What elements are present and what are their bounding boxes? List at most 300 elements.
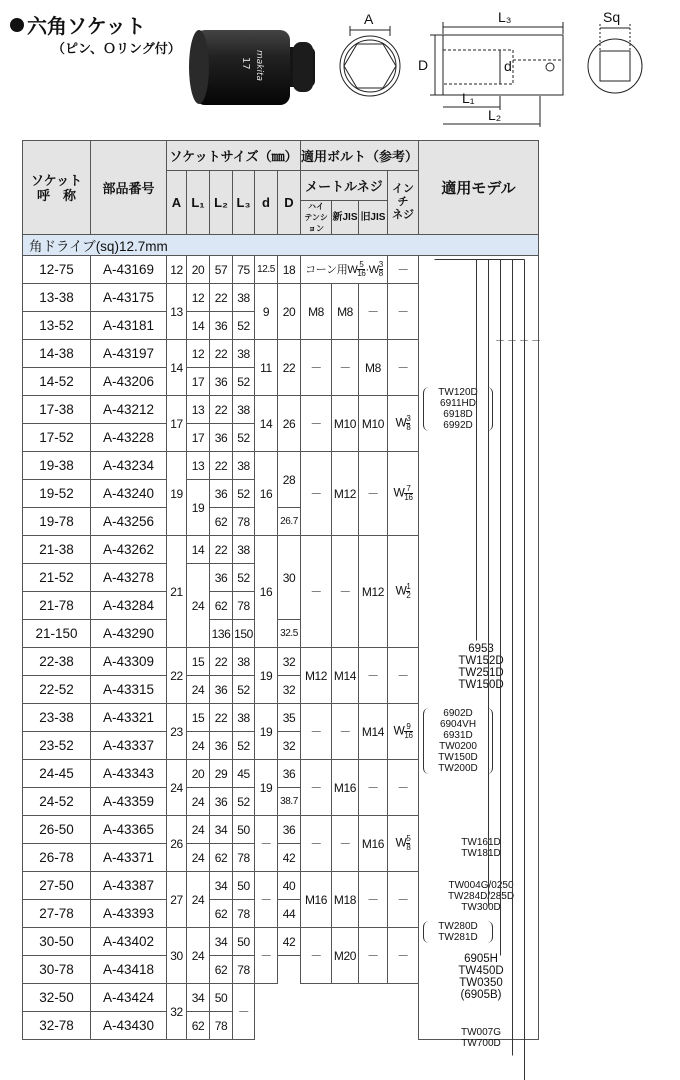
size-d-cell: 19 — [255, 760, 278, 816]
size-l1-cell: 24 — [187, 816, 210, 844]
size-a-cell: 14 — [167, 340, 187, 396]
size-l2-cell: 36 — [210, 676, 233, 704]
model-name: 6992D — [443, 420, 473, 431]
socket-name-cell: 12-75 — [23, 256, 91, 284]
part-number-cell: A-43309 — [91, 648, 167, 676]
col-group-size: ソケットサイズ（㎜） — [167, 141, 301, 171]
socket-name-cell: 26-78 — [23, 844, 91, 872]
col-header-l3: L₃ — [233, 171, 255, 235]
header — [0, 0, 680, 135]
bolt-inch-cell: W $\frac{9}{16}$ — [387, 704, 418, 760]
model-name: TW152D — [458, 655, 504, 667]
size-d-cell: 26 — [278, 396, 301, 452]
size-l2-cell: 62 — [210, 900, 233, 928]
bolt-oldjis-cell: － — [358, 648, 387, 704]
socket-name-cell: 13-52 — [23, 312, 91, 340]
fraction: $\frac{3}{8}$ — [378, 260, 383, 279]
size-l2-cell: 34 — [187, 984, 210, 1012]
drive-group-label: 角ドライブ(sq)12.7mm — [23, 235, 539, 256]
col-header-a: A — [167, 171, 187, 235]
socket-name-cell: 26-50 — [23, 816, 91, 844]
size-l3-cell: 38 — [233, 452, 255, 480]
size-d-cell: 42 — [278, 928, 301, 956]
size-l1-cell: 24 — [187, 676, 210, 704]
model-group — [421, 880, 541, 913]
col-header-l1: L₁ — [187, 171, 210, 235]
part-number-cell: A-43169 — [91, 256, 167, 284]
fraction: $\frac{5}{8}$ — [406, 834, 411, 852]
bolt-newjis-cell: M10 — [332, 396, 359, 452]
size-d-cell: 18 — [278, 256, 301, 284]
fraction: $\frac{3}{8}$ — [406, 414, 411, 432]
size-l3-cell: 50 — [233, 816, 255, 844]
size-l3-cell: 78 — [233, 956, 255, 984]
bolt-newjis-cell: M12 — [332, 452, 359, 536]
socket-name-cell: 23-38 — [23, 704, 91, 732]
socket-name-cell: 19-78 — [23, 508, 91, 536]
size-d-cell: 22 — [278, 340, 301, 396]
model-name: 6931D — [443, 730, 473, 741]
size-l3-cell: 50 — [210, 984, 233, 1012]
size-l3-cell: 52 — [233, 564, 255, 592]
model-name: TW150D — [458, 679, 504, 691]
bolt-newjis-cell: － — [332, 704, 359, 760]
size-a-cell: 24 — [167, 760, 187, 816]
size-a-cell: 30 — [167, 928, 187, 984]
socket-name-cell: 27-50 — [23, 872, 91, 900]
size-d-cell: － — [255, 872, 278, 928]
dim-label-sq: Sq — [603, 9, 621, 25]
model-name: 6953 — [468, 643, 494, 655]
bolt-cone-cell: コーン用W $\frac{5}{16}$ ·W $\frac{3}{8}$ — [301, 256, 388, 284]
size-d-cell: 19 — [255, 704, 278, 760]
part-number-cell: A-43424 — [91, 984, 167, 1012]
size-a-cell: 27 — [167, 872, 187, 928]
size-a-cell: 12 — [167, 256, 187, 284]
size-d-cell: 9 — [255, 284, 278, 340]
part-number-cell: A-43337 — [91, 732, 167, 760]
model-name: TW450D — [458, 965, 504, 977]
size-l3-cell: 52 — [233, 788, 255, 816]
size-l2-cell: 34 — [210, 872, 233, 900]
bolt-oldjis-cell: － — [358, 928, 387, 984]
socket-name-cell: 27-78 — [23, 900, 91, 928]
part-number-cell: A-43234 — [91, 452, 167, 480]
part-number-cell: A-43371 — [91, 844, 167, 872]
size-l2-cell: 22 — [210, 284, 233, 312]
size-l1-cell: 20 — [187, 760, 210, 788]
bolt-high-cell: － — [301, 928, 332, 984]
size-a-cell: 23 — [167, 704, 187, 760]
socket-name-cell: 21-78 — [23, 592, 91, 620]
bolt-high-cell: － — [301, 704, 332, 760]
part-number-cell: A-43181 — [91, 312, 167, 340]
part-number-cell: A-43240 — [91, 480, 167, 508]
size-l3-cell: 52 — [233, 424, 255, 452]
part-number-cell: A-43284 — [91, 592, 167, 620]
bolt-oldjis-cell: － — [358, 872, 387, 928]
page-subtitle: （ピン、Ｏリング付） — [52, 42, 181, 57]
col-header-part: 部品番号 — [91, 141, 167, 235]
size-d-cell: 42 — [278, 844, 301, 872]
col-header-d: d — [255, 171, 278, 235]
size-l2-cell: 22 — [210, 648, 233, 676]
size-d-cell: 14 — [255, 396, 278, 452]
socket-name-cell: 21-150 — [23, 620, 91, 648]
size-l2-cell: 36 — [210, 368, 233, 396]
size-l1-cell: 13 — [187, 396, 210, 424]
size-l3-cell: 78 — [210, 1012, 233, 1040]
size-l2-cell: 36 — [210, 424, 233, 452]
size-l3-cell: 45 — [233, 760, 255, 788]
size-l2-cell: 36 — [210, 788, 233, 816]
size-d-cell: 19 — [255, 648, 278, 704]
socket-name-cell: 21-52 — [23, 564, 91, 592]
size-l3-cell: 75 — [233, 256, 255, 284]
socket-name-cell: 30-50 — [23, 928, 91, 956]
table-row — [23, 256, 539, 284]
size-l3-cell: 52 — [233, 480, 255, 508]
model-name: TW007G — [461, 1027, 502, 1038]
size-l2-cell: 22 — [210, 452, 233, 480]
size-l3-cell: 150 — [233, 620, 255, 648]
bolt-high-cell: － — [301, 536, 332, 648]
model-group — [423, 708, 493, 774]
model-name: TW0200 — [439, 741, 477, 752]
model-dash: － — [531, 336, 542, 347]
spec-table — [22, 140, 542, 1049]
size-l1-cell: 13 — [187, 452, 210, 480]
size-l2-cell: 62 — [210, 844, 233, 872]
bolt-oldjis-cell: M10 — [358, 396, 387, 452]
model-name: 6911HD — [440, 398, 476, 409]
part-number-cell: A-43197 — [91, 340, 167, 368]
size-d-cell: 26.7 — [278, 508, 301, 536]
size-d-cell: 36 — [278, 760, 301, 788]
socket-name-cell: 24-52 — [23, 788, 91, 816]
size-l3-cell: 38 — [233, 648, 255, 676]
size-l1-cell: 20 — [187, 256, 210, 284]
bolt-high-cell: － — [301, 816, 332, 872]
bolt-newjis-cell: M16 — [332, 760, 359, 816]
bolt-oldjis-cell: － — [358, 284, 387, 340]
size-l3-cell: 38 — [233, 284, 255, 312]
size-d-cell: 11 — [255, 340, 278, 396]
size-l1-cell: 15 — [187, 704, 210, 732]
size-l2-cell: 36 — [210, 564, 233, 592]
model-name: TW181D — [461, 848, 501, 859]
size-l2-cell: 62 — [210, 508, 233, 536]
size-l1-cell: 24 — [187, 564, 210, 648]
dim-label-l1: L₁ — [462, 90, 475, 106]
size-l1-cell: 24 — [187, 928, 210, 984]
bolt-high-cell: － — [301, 760, 332, 816]
model-group — [421, 1027, 541, 1049]
size-l2-cell: 36 — [210, 312, 233, 340]
dim-label-big-d: D — [418, 57, 429, 73]
part-number-cell: A-43315 — [91, 676, 167, 704]
part-number-cell: A-43228 — [91, 424, 167, 452]
size-d-cell: 16 — [255, 452, 278, 536]
size-l3-cell: 52 — [233, 732, 255, 760]
size-a-cell: 13 — [167, 284, 187, 340]
bolt-inch-cell: － — [387, 256, 418, 284]
socket-name-cell: 32-78 — [23, 1012, 91, 1040]
bolt-inch-cell: W $\frac{1}{2}$ — [387, 536, 418, 648]
bolt-inch-cell: W $\frac{3}{8}$ — [387, 396, 418, 452]
model-name: 6902D — [443, 708, 473, 719]
socket-name-cell: 19-52 — [23, 480, 91, 508]
size-l1-cell: 24 — [187, 788, 210, 816]
col-header-big-d: D — [278, 171, 301, 235]
size-d-cell: 28 — [278, 452, 301, 508]
part-number-cell: A-43206 — [91, 368, 167, 396]
bolt-inch-cell: － — [387, 648, 418, 704]
size-a-cell: 21 — [167, 536, 187, 648]
size-l2-cell: 34 — [210, 928, 233, 956]
model-name: 6918D — [443, 409, 473, 420]
bolt-newjis-cell: M20 — [332, 928, 359, 984]
fraction: $\frac{1}{2}$ — [406, 582, 411, 600]
size-l3-cell: 52 — [233, 368, 255, 396]
size-l3-cell: 78 — [233, 844, 255, 872]
part-number-cell: A-43418 — [91, 956, 167, 984]
model-name: TW120D — [438, 387, 478, 398]
part-number-cell: A-43402 — [91, 928, 167, 956]
size-d-cell: 38.7 — [278, 788, 301, 816]
bolt-oldjis-cell: M12 — [358, 536, 387, 648]
size-d-cell: 32.5 — [278, 620, 301, 648]
model-group — [421, 953, 541, 1001]
bolt-newjis-cell: M8 — [332, 284, 359, 340]
part-number-cell: A-43262 — [91, 536, 167, 564]
socket-name-cell: 17-38 — [23, 396, 91, 424]
bolt-oldjis-cell: M14 — [358, 704, 387, 760]
col-header-name: ソケット 呼 称 — [23, 141, 91, 235]
socket-name-cell: 13-38 — [23, 284, 91, 312]
size-l3-cell: 50 — [233, 872, 255, 900]
size-l3-cell: 38 — [233, 396, 255, 424]
socket-name-cell: 14-38 — [23, 340, 91, 368]
col-header-model: 適用モデル — [419, 141, 539, 235]
part-number-cell: A-43343 — [91, 760, 167, 788]
col-header-high-tension: ハイ テンション — [301, 201, 332, 235]
socket-name-cell: 17-52 — [23, 424, 91, 452]
size-l3-cell: 78 — [233, 592, 255, 620]
model-name: (6905B) — [460, 989, 502, 1001]
size-l1-cell: 24 — [187, 732, 210, 760]
model-dash: － — [495, 336, 506, 347]
part-number-cell: A-43175 — [91, 284, 167, 312]
model-name: TW281D — [438, 932, 478, 943]
part-number-cell: A-43393 — [91, 900, 167, 928]
size-d-cell: 30 — [278, 536, 301, 620]
fraction: $\frac{5}{16}$ — [357, 260, 366, 279]
model-name: TW004G/0250 — [448, 880, 514, 891]
size-d-cell: 32 — [278, 732, 301, 760]
size-l3-cell: 50 — [233, 928, 255, 956]
bolt-inch-cell: － — [387, 872, 418, 928]
fraction: $\frac{7}{16}$ — [404, 484, 413, 502]
bolt-newjis-cell: － — [332, 816, 359, 872]
col-group-bolt: 適用ボルト（参考） — [301, 141, 419, 171]
size-l1-cell: 14 — [187, 536, 210, 564]
model-name: TW251D — [458, 667, 504, 679]
col-header-metric: メートルネジ — [301, 171, 388, 201]
bolt-inch-cell: － — [387, 340, 418, 396]
bolt-newjis-cell: M14 — [332, 648, 359, 704]
model-dash: － — [519, 336, 530, 347]
socket-name-cell: 23-52 — [23, 732, 91, 760]
part-number-cell: A-43430 — [91, 1012, 167, 1040]
size-l3-cell: 78 — [233, 508, 255, 536]
col-header-old-jis: 旧JIS — [358, 201, 387, 235]
size-l3-cell: 38 — [233, 340, 255, 368]
bolt-high-cell: M12 — [301, 648, 332, 704]
size-l1-cell: 12 — [187, 284, 210, 312]
size-l1-cell: 24 — [187, 844, 210, 872]
model-group — [421, 837, 541, 859]
part-number-cell: A-43365 — [91, 816, 167, 844]
size-d-cell: 12.5 — [255, 256, 278, 284]
size-a-cell: 19 — [167, 452, 187, 536]
part-number-cell: A-43359 — [91, 788, 167, 816]
model-cell — [419, 256, 542, 1049]
size-d-cell: 40 — [278, 872, 301, 900]
size-d-cell: 16 — [255, 536, 278, 648]
bolt-oldjis-cell: － — [358, 760, 387, 816]
bolt-oldjis-cell: － — [358, 452, 387, 536]
col-header-l2: L₂ — [210, 171, 233, 235]
size-l2-cell: 36 — [210, 732, 233, 760]
size-l3-cell: 52 — [233, 676, 255, 704]
model-name: 6905H — [464, 953, 498, 965]
bolt-high-cell: － — [301, 452, 332, 536]
size-l2-cell: 22 — [210, 536, 233, 564]
model-name: 6904VH — [439, 719, 477, 730]
size-l2-cell: 22 — [210, 340, 233, 368]
socket-name-cell: 21-38 — [23, 536, 91, 564]
fraction: $\frac{9}{16}$ — [404, 722, 413, 740]
socket-name-cell: 22-38 — [23, 648, 91, 676]
size-l2-cell: 136 — [210, 620, 233, 648]
model-name: TW280D — [438, 921, 478, 932]
size-l1-cell: 17 — [187, 368, 210, 396]
part-number-cell: A-43387 — [91, 872, 167, 900]
size-l3-cell: 38 — [233, 704, 255, 732]
size-l2-cell: 22 — [210, 396, 233, 424]
size-l2-cell: 62 — [210, 956, 233, 984]
size-a-cell: 32 — [167, 984, 187, 1040]
dim-label-small-d: d — [504, 58, 512, 74]
dim-label-a: A — [364, 11, 374, 27]
svg-text:17: 17 — [240, 57, 251, 70]
size-l2-cell: 62 — [187, 1012, 210, 1040]
size-l1-cell: 19 — [187, 480, 210, 536]
size-d-cell: 44 — [278, 900, 301, 928]
size-d-cell: 32 — [278, 648, 301, 676]
size-a-cell: 22 — [167, 648, 187, 704]
bolt-inch-cell: W $\frac{5}{8}$ — [387, 816, 418, 872]
model-name: TW0350 — [459, 977, 503, 989]
size-l1-cell: 14 — [187, 312, 210, 340]
bolt-high-cell: M8 — [301, 284, 332, 340]
size-l1-cell: 17 — [187, 424, 210, 452]
size-l3-cell: 52 — [233, 312, 255, 340]
model-name: TW200D — [438, 763, 478, 774]
dim-label-l3: L₃ — [498, 9, 512, 25]
size-d-cell: 35 — [278, 704, 301, 732]
size-l2-cell: 36 — [210, 480, 233, 508]
bolt-newjis-cell: － — [332, 340, 359, 396]
socket-name-cell: 14-52 — [23, 368, 91, 396]
part-number-cell: A-43256 — [91, 508, 167, 536]
model-name: TW284D/285D — [447, 891, 515, 902]
part-number-cell: A-43321 — [91, 704, 167, 732]
part-number-cell: A-43290 — [91, 620, 167, 648]
size-a-cell: 17 — [167, 396, 187, 452]
part-number-cell: A-43278 — [91, 564, 167, 592]
socket-name-cell: 19-38 — [23, 452, 91, 480]
bolt-newjis-cell: － — [332, 536, 359, 648]
bolt-inch-cell: － — [387, 928, 418, 984]
svg-text:makita: makita — [254, 50, 264, 82]
size-d-cell: － — [233, 984, 255, 1040]
bolt-inch-cell: W $\frac{7}{16}$ — [387, 452, 418, 536]
bolt-inch-cell: － — [387, 760, 418, 816]
dimension-diagrams — [0, 0, 680, 135]
socket-name-cell: 24-45 — [23, 760, 91, 788]
size-l3-cell: 78 — [233, 900, 255, 928]
size-l2-cell: 22 — [210, 704, 233, 732]
size-l2-cell: 62 — [210, 592, 233, 620]
part-number-cell: A-43212 — [91, 396, 167, 424]
socket-name-cell: 22-52 — [23, 676, 91, 704]
size-a-cell: 26 — [167, 816, 187, 872]
size-l2-cell: 57 — [210, 256, 233, 284]
model-name: TW150D — [438, 752, 478, 763]
page-title: 六角ソケット — [10, 10, 146, 39]
model-name: TW300D — [461, 902, 501, 913]
bolt-oldjis-cell: M16 — [358, 816, 387, 872]
model-group — [421, 643, 541, 691]
bolt-inch-cell: － — [387, 284, 418, 340]
size-l1-cell: 12 — [187, 340, 210, 368]
size-l2-cell: 29 — [210, 760, 233, 788]
socket-name-cell: 30-78 — [23, 956, 91, 984]
col-header-new-jis: 新JIS — [332, 201, 359, 235]
model-group — [423, 921, 493, 943]
bolt-high-cell: M16 — [301, 872, 332, 928]
col-header-inch: インチ ネジ — [387, 171, 418, 235]
size-l1-cell: 15 — [187, 648, 210, 676]
size-d-cell: － — [255, 816, 278, 872]
model-name: TW161D — [461, 837, 501, 848]
size-l3-cell: 38 — [233, 536, 255, 564]
bolt-high-cell: － — [301, 340, 332, 396]
size-d-cell: 36 — [278, 816, 301, 844]
model-dash: － — [507, 336, 518, 347]
size-d-cell: － — [255, 928, 278, 984]
size-l1-cell: 24 — [187, 872, 210, 928]
size-d-cell: 20 — [278, 284, 301, 340]
model-name: TW700D — [461, 1038, 501, 1049]
size-d-cell: 32 — [278, 676, 301, 704]
model-group — [423, 387, 493, 431]
bolt-oldjis-cell: M8 — [358, 340, 387, 396]
dim-label-l2: L₂ — [488, 107, 502, 123]
socket-name-cell: 32-50 — [23, 984, 91, 1012]
